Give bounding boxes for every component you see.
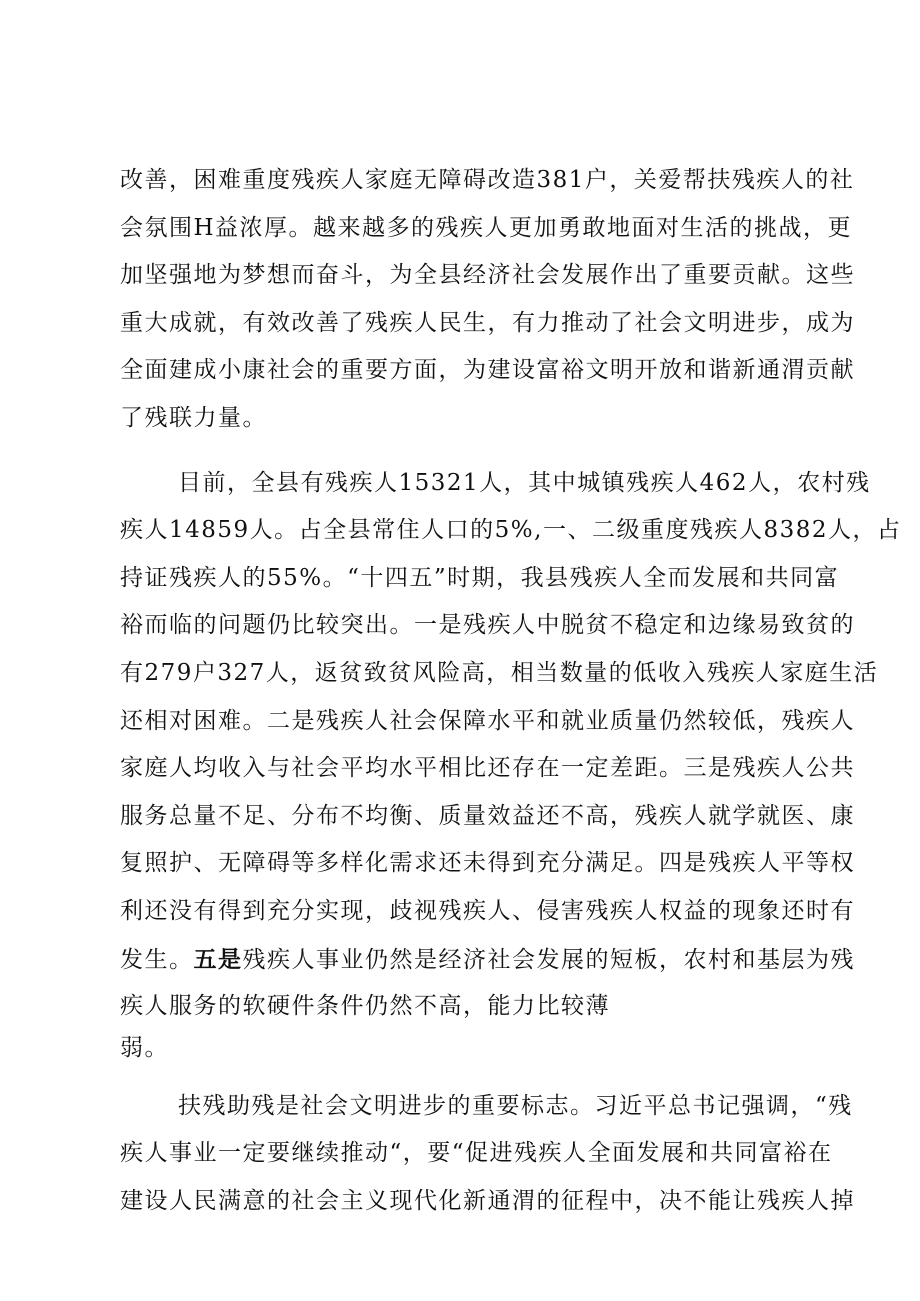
text-line: 服务总量不足、分布不均衡、质量效益还不高，残疾人就学就医、康	[120, 802, 855, 829]
text-line: 扶残助残是社会文明进步的重要标志。习近平总书记强调，“残	[178, 1092, 853, 1119]
text-line	[120, 936, 855, 984]
text-line: 目前，全县有残疾人15321人，其中城镇残疾人462人，农村残	[178, 469, 871, 496]
text-line: 会氛围H益浓厚。越来越多的残疾人更加勇敢地面对生活的挑战，更	[120, 214, 853, 241]
text-line: 家庭人均收入与社会平均水平相比还存在一定差距。三是残疾人公共	[120, 755, 855, 782]
text-line: 利还没有得到充分实现，歧视残疾人、侵害残疾人权益的现象还时有	[120, 897, 855, 924]
text-line: 建设人民满意的社会主义现代化新通渭的征程中，决不能让残疾人掉	[120, 1187, 855, 1214]
paragraph	[120, 157, 855, 443]
text-line: 重大成就，有效改善了残疾人民生，有力推动了社会文明进步，成为	[120, 309, 855, 336]
text-line: 了残联力量。	[120, 404, 267, 431]
paragraph	[120, 460, 902, 1066]
text-line: 疾人14859人。占全县常住人口的5%,一、二级重度残疾人8382人，占	[120, 517, 902, 544]
text-line: 疾人服务的软硬件条件仍然不高，能力比较薄	[120, 993, 610, 1020]
text-line: 疾人事业一定要继续推动“，要“促进残疾人全面发展和共同富裕在	[120, 1140, 833, 1167]
text-line: 改善，困难重度残疾人家庭无障碍改造381户，关爱帮扶残疾人的社	[120, 167, 855, 193]
text-line: 复照护、无障碍等多样化需求还未得到充分满足。四是残疾人平等权	[120, 850, 855, 877]
text-line: 还相对困难。二是残疾人社会保障水平和就业质量仍然较低，残疾人	[120, 707, 855, 734]
text-line: 加坚强地为梦想而奋斗，为全县经济社会发展作出了重要贡献。这些	[120, 262, 855, 289]
document-body	[120, 157, 902, 1225]
text-line: 有279户327人，返贫致贫风险高，相当数量的低收入残疾人家庭生活	[120, 659, 879, 686]
text-line: 持证残疾人的55%。“十四五”时期，我县残疾人全而发展和共同富	[120, 564, 840, 591]
text-line: 弱。	[120, 1034, 169, 1061]
text-line: 裕而临的问题仍比较突出。一是残疾人中脱贫不稳定和边缘易致贫的	[120, 612, 855, 639]
bold-text-segment: 五是	[193, 945, 243, 973]
text-line: 全面建成小康社会的重要方面，为建设富裕文明开放和谐新通渭贡献	[120, 357, 855, 384]
text-segment: 残疾人事业仍然是经济社会发展的短板，农村和基层为残	[242, 946, 855, 973]
text-segment: 发生。	[120, 946, 194, 973]
paragraph	[120, 1083, 855, 1226]
